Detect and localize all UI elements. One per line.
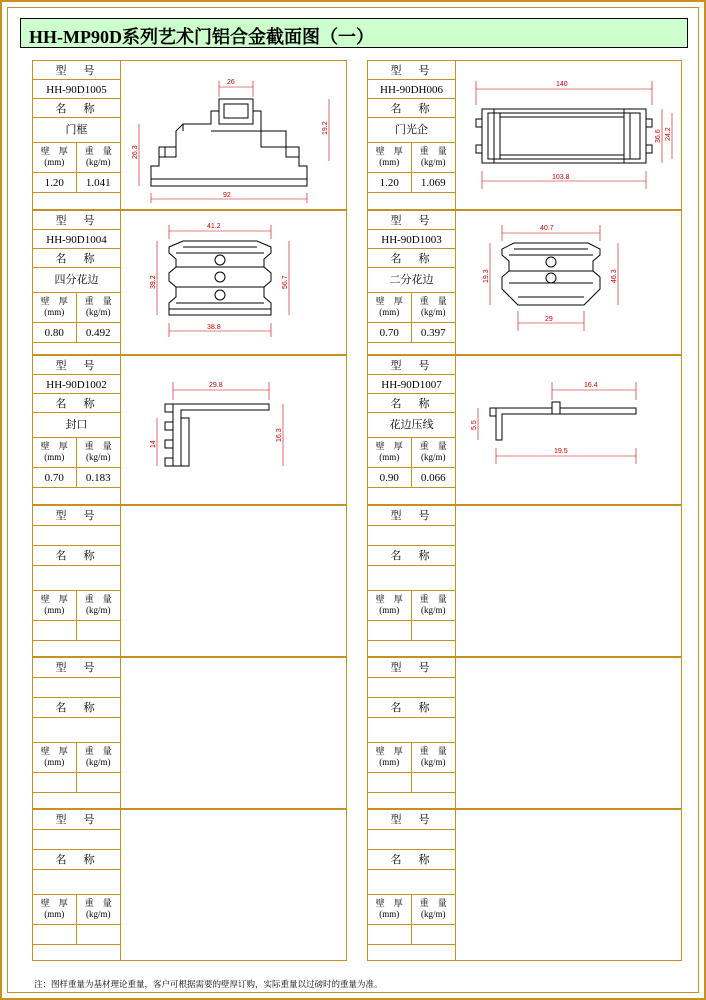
profile-drawing-empty [456, 658, 681, 808]
spec-row-units [33, 591, 121, 621]
dim-label: 103.8 [552, 174, 570, 181]
spec-row-name-label: 名 称 [368, 546, 456, 566]
left-column [32, 60, 347, 968]
profile-block-empty [32, 505, 347, 657]
spec-row-model-label: 型 号 [368, 61, 456, 80]
spec-row-model-value: HH-90D1004 [33, 230, 121, 249]
spec-row-name-value: 四分花边 [33, 268, 121, 293]
spec-row-blank [368, 641, 456, 656]
spec-table [368, 211, 456, 354]
thickness-value: 1.20 [33, 173, 77, 192]
spec-row-name-value: 二分花边 [368, 268, 456, 293]
spec-row-name-value [33, 566, 121, 591]
thickness-header: 壁 厚 (mm) [368, 438, 412, 467]
spec-row-blank [33, 793, 121, 808]
spec-row-name-label: 名 称 [368, 850, 456, 870]
weight-value: 0.066 [420, 472, 446, 484]
spec-row-values [368, 925, 456, 945]
thickness-header: 壁 厚 (mm) [368, 293, 412, 322]
thickness-header: 壁 厚 (mm) [33, 293, 77, 322]
spec-row-model-value [33, 830, 121, 850]
profile-drawing-empty [456, 506, 681, 656]
spec-row-model-value: HH-90D1005 [33, 80, 121, 99]
spec-row-blank [33, 945, 121, 960]
spec-row-model-value [33, 526, 121, 546]
dim-label: 29 [545, 316, 553, 323]
spec-row-units [368, 743, 456, 773]
dim-label: 5.5 [471, 420, 478, 430]
weight-value: 0.492 [85, 327, 111, 339]
spec-row-name-value: 花边压线 [368, 413, 456, 438]
spec-row-values [33, 468, 121, 488]
profile-drawing-seal [121, 356, 346, 504]
thickness-value [33, 925, 77, 944]
spec-row-units [33, 895, 121, 925]
thickness-header: 壁 厚 (mm) [33, 143, 77, 172]
spec-table [33, 61, 121, 209]
spec-row-model-value: HH-90DH006 [368, 80, 456, 99]
spec-row-blank [33, 641, 121, 656]
spec-table [368, 61, 456, 209]
spec-row-name-label: 名 称 [33, 698, 121, 718]
spec-row-blank [368, 793, 456, 808]
weight-header: 重 量 (kg/m) [84, 898, 112, 919]
profile-block [367, 355, 682, 505]
spec-row-units [368, 591, 456, 621]
thickness-value [33, 621, 77, 640]
dim-label: 14 [150, 440, 157, 448]
thickness-value [368, 925, 412, 944]
spec-row-model-label: 型 号 [368, 658, 456, 678]
spec-row-name-label: 名 称 [33, 850, 121, 870]
spec-row-values [368, 468, 456, 488]
page-title: HH-MP90D系列艺术门铝合金截面图（一） [29, 27, 374, 47]
spec-row-model-value: HH-90D1002 [33, 375, 121, 394]
dim-label: 26.3 [132, 145, 139, 159]
spec-row-name-value: 门光企 [368, 118, 456, 143]
spec-row-blank [368, 488, 456, 506]
spec-row-model-value [368, 678, 456, 698]
spec-row-name-value [33, 870, 121, 895]
spec-row-name-label: 名 称 [368, 99, 456, 118]
dim-label: 24.2 [665, 127, 672, 141]
thickness-header: 壁 厚 (mm) [368, 895, 412, 924]
profile-block-empty [32, 657, 347, 809]
thickness-header: 壁 厚 (mm) [368, 743, 412, 772]
spec-row-units [33, 293, 121, 323]
dim-label: 16.4 [584, 382, 598, 389]
weight-header: 重 量 (kg/m) [419, 296, 447, 317]
spec-row-name-value [33, 718, 121, 743]
dim-label: 29.8 [209, 382, 223, 389]
spec-table [33, 658, 121, 808]
profile-grid [32, 60, 682, 968]
spec-row-blank [33, 193, 121, 211]
spec-row-model-label: 型 号 [33, 810, 121, 830]
weight-header: 重 量 (kg/m) [419, 594, 447, 615]
thickness-value [368, 621, 412, 640]
profile-block [32, 210, 347, 355]
dim-label: 46.3 [611, 269, 618, 283]
spec-row-model-label: 型 号 [33, 61, 121, 80]
spec-row-values [33, 173, 121, 193]
thickness-value: 0.70 [368, 323, 412, 342]
weight-value [77, 621, 121, 640]
profile-drawing-door-frame [121, 61, 346, 209]
spec-row-model-value: HH-90D1003 [368, 230, 456, 249]
spec-row-values [33, 773, 121, 793]
spec-table [33, 356, 121, 504]
weight-value: 0.397 [420, 327, 446, 339]
profile-drawing-decor-trim [456, 356, 681, 504]
spec-row-units [33, 143, 121, 173]
spec-row-model-value: HH-90D1007 [368, 375, 456, 394]
right-column [367, 60, 682, 968]
dim-label: 41.2 [207, 223, 221, 230]
spec-row-blank [368, 945, 456, 960]
dim-label: 40.7 [540, 225, 554, 232]
weight-value: 1.069 [420, 177, 446, 189]
spec-table [33, 211, 121, 354]
spec-table [33, 506, 121, 656]
weight-header: 重 量 (kg/m) [84, 746, 112, 767]
thickness-value [368, 773, 412, 792]
spec-row-blank [368, 193, 456, 211]
spec-row-units [368, 438, 456, 468]
spec-row-model-label: 型 号 [33, 356, 121, 375]
weight-header: 重 量 (kg/m) [419, 441, 447, 462]
spec-row-name-label: 名 称 [368, 394, 456, 413]
spec-row-values [368, 173, 456, 193]
spec-table [368, 658, 456, 808]
spec-row-model-label: 型 号 [33, 658, 121, 678]
weight-header: 重 量 (kg/m) [419, 746, 447, 767]
dim-label: 19.5 [554, 448, 568, 455]
spec-row-values [33, 323, 121, 343]
profile-drawing-empty [121, 658, 346, 808]
profile-block [32, 355, 347, 505]
profile-block-empty [32, 809, 347, 961]
spec-table [368, 356, 456, 504]
spec-row-model-label: 型 号 [33, 506, 121, 526]
weight-header: 重 量 (kg/m) [419, 146, 447, 167]
spec-row-name-label: 名 称 [33, 546, 121, 566]
thickness-header: 壁 厚 (mm) [33, 438, 77, 467]
spec-row-values [33, 621, 121, 641]
spec-row-model-label: 型 号 [368, 506, 456, 526]
thickness-header: 壁 厚 (mm) [33, 895, 77, 924]
spec-row-units [368, 143, 456, 173]
title-bar [20, 18, 688, 48]
dim-label: 16.3 [276, 428, 283, 442]
spec-row-name-value [368, 718, 456, 743]
spec-row-model-label: 型 号 [368, 810, 456, 830]
profile-block [367, 210, 682, 355]
dim-label: 140 [556, 81, 568, 88]
dim-label: 19.3 [483, 269, 490, 283]
dim-label: 38.8 [207, 324, 221, 331]
thickness-value: 1.20 [368, 173, 412, 192]
weight-header: 重 量 (kg/m) [84, 441, 112, 462]
spec-row-model-value [33, 678, 121, 698]
profile-block-empty [367, 505, 682, 657]
spec-row-blank [33, 488, 121, 506]
spec-row-values [368, 323, 456, 343]
spec-table [368, 810, 456, 960]
weight-value: 0.183 [85, 472, 111, 484]
thickness-header: 壁 厚 (mm) [368, 143, 412, 172]
weight-header: 重 量 (kg/m) [419, 898, 447, 919]
profile-drawing-quarter-decor-edge [121, 211, 346, 354]
weight-value: 1.041 [85, 177, 111, 189]
profile-drawing-empty [121, 810, 346, 960]
dim-label: 56.7 [282, 275, 289, 289]
spec-table [33, 810, 121, 960]
thickness-value: 0.80 [33, 323, 77, 342]
thickness-value: 0.90 [368, 468, 412, 487]
profile-drawing-door-stile [456, 61, 681, 209]
weight-value [77, 925, 121, 944]
spec-row-name-value: 封口 [33, 413, 121, 438]
thickness-header: 壁 厚 (mm) [33, 591, 77, 620]
spec-row-name-label: 名 称 [33, 99, 121, 118]
thickness-header: 壁 厚 (mm) [33, 743, 77, 772]
spec-row-name-label: 名 称 [368, 698, 456, 718]
spec-row-units [368, 895, 456, 925]
spec-row-units [33, 743, 121, 773]
weight-value [77, 773, 121, 792]
weight-header: 重 量 (kg/m) [84, 594, 112, 615]
spec-row-model-label: 型 号 [33, 211, 121, 230]
spec-row-name-value: 门框 [33, 118, 121, 143]
thickness-value [33, 773, 77, 792]
weight-value [412, 773, 456, 792]
spec-row-name-value [368, 566, 456, 591]
spec-table [368, 506, 456, 656]
dim-label: 19.2 [322, 121, 329, 135]
thickness-value: 0.70 [33, 468, 77, 487]
profile-drawing-empty [121, 506, 346, 656]
thickness-header: 壁 厚 (mm) [368, 591, 412, 620]
spec-row-name-label: 名 称 [368, 249, 456, 268]
dim-label: 92 [223, 192, 231, 199]
weight-value [412, 925, 456, 944]
profile-block [367, 60, 682, 210]
weight-header: 重 量 (kg/m) [84, 146, 112, 167]
spec-row-model-label: 型 号 [368, 356, 456, 375]
spec-row-model-value [368, 526, 456, 546]
spec-row-values [368, 773, 456, 793]
spec-row-units [368, 293, 456, 323]
spec-row-name-value [368, 870, 456, 895]
profile-drawing-empty [456, 810, 681, 960]
profile-block-empty [367, 809, 682, 961]
weight-value [412, 621, 456, 640]
profile-drawing-half-decor-edge [456, 211, 681, 354]
spec-row-name-label: 名 称 [33, 394, 121, 413]
spec-row-model-value [368, 830, 456, 850]
spec-row-model-label: 型 号 [368, 211, 456, 230]
spec-row-name-label: 名 称 [33, 249, 121, 268]
spec-row-values [33, 925, 121, 945]
dim-label: 36.6 [655, 129, 662, 143]
profile-block [32, 60, 347, 210]
footnote: 注：图样重量为基材理论重量，客户可根据需要的壁厚订购，实际重量以过磅时的重量为准。 [34, 979, 383, 989]
spec-row-units [33, 438, 121, 468]
spec-row-values [368, 621, 456, 641]
weight-header: 重 量 (kg/m) [84, 296, 112, 317]
dim-label: 26 [227, 79, 235, 86]
dim-label: 39.2 [150, 275, 157, 289]
profile-block-empty [367, 657, 682, 809]
